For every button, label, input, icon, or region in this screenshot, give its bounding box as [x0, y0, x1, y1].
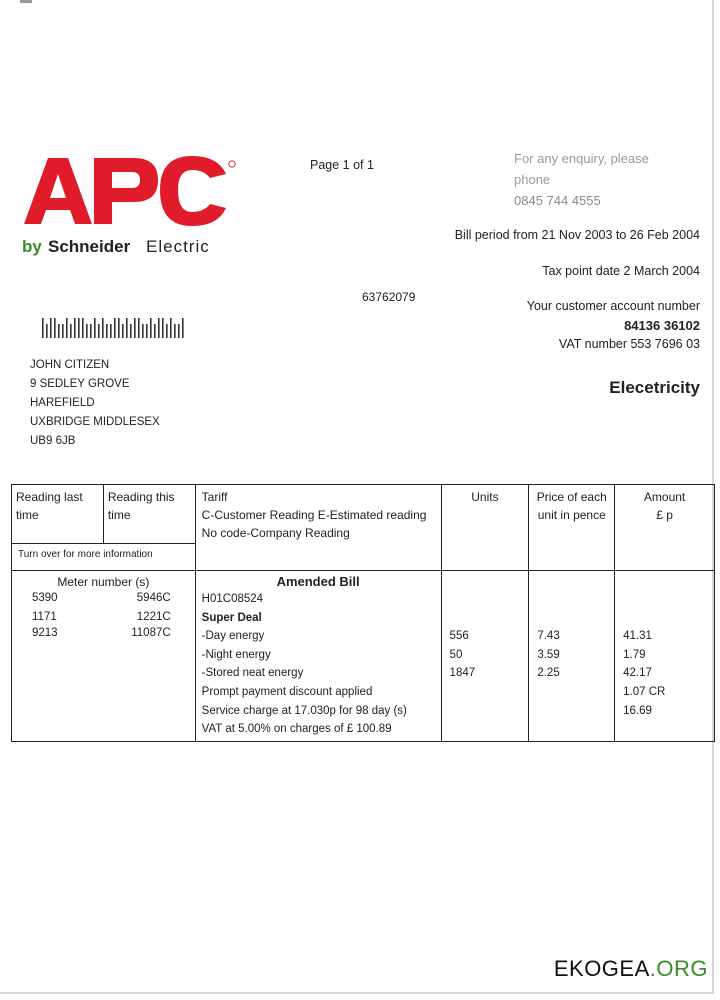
units-header: Units [471, 490, 499, 504]
units-header-cell [441, 485, 529, 571]
tagline-suffix: Electric [146, 237, 210, 256]
meter-last: 5390 [32, 592, 58, 604]
barcode-bar [62, 324, 64, 338]
barcode-bar [158, 318, 160, 338]
barcode-bar [86, 324, 88, 338]
charge-description: -Night energy [201, 648, 271, 661]
reading-header-cell [12, 485, 196, 571]
description-cell [195, 571, 441, 742]
price-header-cell [529, 485, 615, 571]
vat-number: VAT number 553 7696 03 [558, 337, 700, 351]
amount-value: 16.69 [623, 704, 652, 717]
account-number: 84136 36102 [624, 318, 700, 333]
amount-header-cell [615, 485, 715, 571]
meter-last: 9213 [32, 627, 58, 639]
units-value: 50 [449, 648, 463, 661]
amount-value: 41.31 [623, 630, 652, 643]
barcode-bar [122, 324, 124, 338]
barcode-bar [162, 318, 164, 338]
barcode-bar [46, 324, 48, 338]
barcode-bar [182, 318, 184, 338]
meter-row [12, 590, 195, 606]
barcode-bar [66, 318, 68, 338]
postal-barcode [40, 318, 185, 338]
barcode-bar [50, 318, 52, 338]
barcode-bar [130, 324, 132, 338]
charge-description: VAT at 5.00% on charges of £ 100.89 [201, 723, 392, 736]
barcode-bar [110, 324, 112, 338]
units-value: 1847 [449, 667, 476, 680]
charge-description: -Day energy [201, 630, 265, 643]
address-line: HAREFIELD [30, 397, 95, 409]
amount-value: 1.79 [623, 648, 646, 661]
enquiry-line1: For any enquiry, please [514, 151, 649, 166]
units-value: 556 [449, 630, 469, 643]
barcode-bar [126, 318, 128, 338]
barcode-bar [106, 324, 108, 338]
units-value [450, 590, 521, 609]
price-value [537, 609, 606, 628]
price-value [537, 590, 606, 609]
barcode-bar [82, 318, 84, 338]
price-value: 2.25 [537, 667, 560, 680]
barcode-bar [54, 318, 56, 338]
meter-row [12, 609, 195, 625]
meter-this: 11087C [131, 627, 171, 639]
barcode-bar [70, 324, 72, 338]
tagline-by: by [22, 237, 42, 256]
meter-this: 1221C [136, 611, 171, 623]
barcode-bar [102, 318, 104, 338]
reading-this-header: Reading this time [107, 490, 175, 522]
barcode-bar [74, 318, 76, 338]
body-row [12, 571, 715, 742]
barcode-bar [170, 318, 172, 338]
barcode-bar [118, 318, 120, 338]
barcode-bar [174, 324, 176, 338]
barcode-bar [138, 318, 140, 338]
tagline-company: Schneider [48, 237, 131, 256]
barcode-bar [90, 324, 92, 338]
tariff-header-cell [195, 485, 441, 571]
barcode-bar [78, 318, 80, 338]
customer-address [30, 356, 160, 451]
page-number: Page 1 of 1 [310, 158, 374, 172]
meter-title: Meter number (s) [57, 575, 150, 589]
tariff-codes-line1: C-Customer Reading E-Estimated reading [201, 508, 427, 522]
tariff-header: Tariff [201, 490, 228, 504]
turnover-note: Turn over for more information [12, 543, 195, 570]
barcode-bar [114, 318, 116, 338]
tariff-name: Super Deal [201, 611, 262, 624]
enquiry-line2: phone [514, 172, 551, 187]
amount-currency: £ p [656, 508, 673, 522]
barcode-bar [94, 318, 96, 338]
header-row [12, 485, 715, 571]
address-line: 9 SEDLEY GROVE [30, 378, 130, 390]
meter-last: 1171 [32, 611, 57, 623]
watermark-main: EKOGEA [553, 956, 650, 981]
amount-value: 42.17 [623, 667, 652, 680]
price-header: Price of each unit in pence [536, 490, 607, 522]
bill-period: Bill period from 21 Nov 2003 to 26 Feb 2004 [454, 228, 700, 242]
meter-this: 5946C [136, 592, 171, 604]
price-cell [529, 571, 615, 742]
units-cell [441, 571, 529, 742]
meter-cell [12, 571, 196, 742]
watermark-site [554, 956, 708, 982]
barcode-bar [98, 324, 100, 338]
apc-logo [22, 150, 242, 260]
meter-row [12, 625, 195, 641]
reference-number: 63762079 [362, 290, 416, 304]
charge-description: Prompt payment discount applied [201, 685, 373, 698]
amount-cell [615, 571, 715, 742]
barcode-bar [42, 318, 44, 338]
barcode-bar [178, 324, 180, 338]
tariff-codes-line2: No code-Company Reading [201, 526, 350, 540]
units-value [450, 609, 521, 628]
enquiry-phone: 0845 744 4555 [514, 193, 601, 208]
corner-mark [20, 0, 32, 3]
enquiry-block [514, 148, 694, 211]
barcode-bar [58, 324, 60, 338]
amended-bill-title: Amended Bill [276, 574, 360, 589]
barcode-bar [154, 324, 156, 338]
watermark-tld: .ORG [649, 956, 708, 981]
address-line: JOHN CITIZEN [30, 359, 110, 371]
tariff-code: H01C08524 [201, 593, 264, 605]
barcode-bar [146, 324, 148, 338]
address-line: UXBRIDGE MIDDLESEX [30, 416, 160, 428]
barcode-bar [150, 318, 152, 338]
service-type: Elecetricity [609, 378, 700, 397]
barcode-bar [134, 318, 136, 338]
address-line: UB9 6JB [30, 435, 76, 447]
barcode-bar [142, 324, 144, 338]
account-number-label: Your customer account number [526, 299, 700, 313]
price-value: 3.59 [537, 648, 560, 661]
amount-value [623, 590, 706, 609]
bill-table [11, 484, 715, 742]
amount-value: 1.07 CR [623, 685, 666, 698]
charge-description: -Stored neat energy [201, 667, 304, 680]
amount-value [623, 609, 706, 628]
tax-point-date: Tax point date 2 March 2004 [542, 264, 700, 278]
barcode-bar [166, 324, 168, 338]
amount-header: Amount [643, 490, 686, 504]
reading-last-header: Reading last time [12, 485, 104, 543]
charge-description: Service charge at 17.030p for 98 day (s) [201, 704, 407, 717]
price-value: 7.43 [537, 630, 560, 643]
